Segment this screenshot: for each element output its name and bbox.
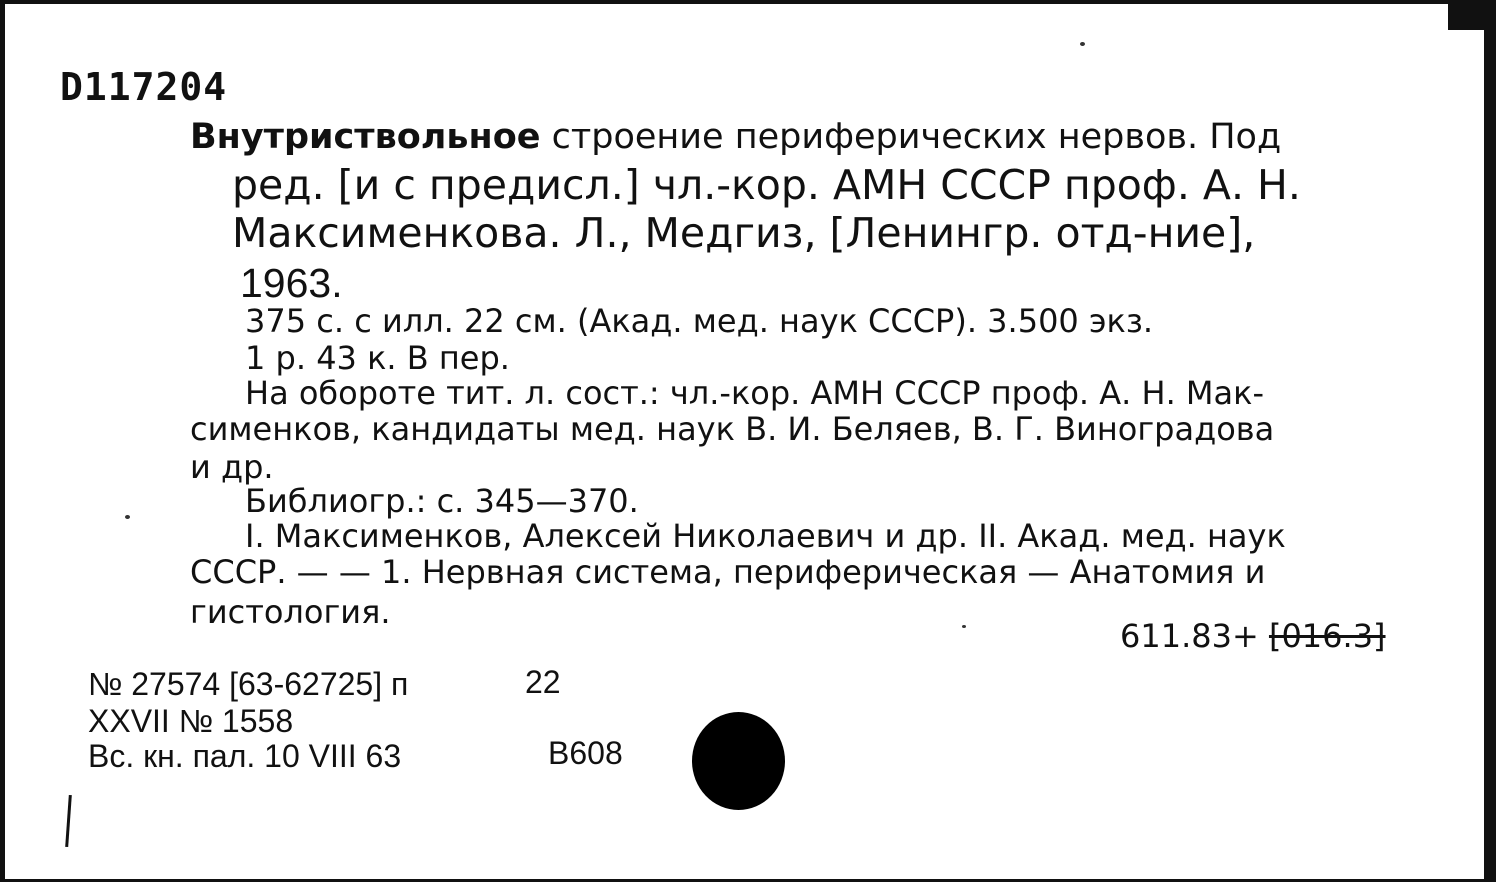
- note-line-2: сименков, кандидаты мед. наук В. И. Беляев, В. Г. Виноградова: [190, 410, 1275, 448]
- classification-main: 611.83+: [1120, 617, 1259, 655]
- speck: [962, 625, 966, 628]
- tracing-line-2: СССР. — — 1. Нервная система, периферическая — Анатомия и: [190, 553, 1266, 591]
- tracing-line-3: гистология.: [190, 593, 391, 631]
- collation-line: 375 с. с илл. 22 см. (Акад. мед. наук СССР). 3.500 экз.: [245, 302, 1154, 340]
- imprint-year: 1963.: [240, 260, 343, 306]
- classification-struck: [016.3]: [1268, 617, 1386, 655]
- pen-mark: [65, 795, 72, 847]
- card-border-top: [0, 0, 1496, 4]
- speck: [125, 515, 130, 519]
- footer-code: В608: [548, 735, 623, 771]
- footer-count: 22: [525, 664, 561, 700]
- tracing-line-1: I. Максименков, Алексей Николаевич и др. II. Акад. мед. наук: [245, 517, 1286, 555]
- note-line-1: На обороте тит. л. сост.: чл.-кор. АМН СССР проф. А. Н. Мак-: [245, 374, 1264, 412]
- punched-hole: [692, 712, 785, 810]
- footer-volume: XXVII № 1558: [88, 703, 294, 739]
- imprint-line-2: ред. [и с предисл.] чл.-кор. АМН СССР проф. А. Н.: [232, 161, 1301, 209]
- title-rest: строение периферических нервов. Под: [540, 117, 1282, 157]
- title-bold: Внутриствольное: [190, 117, 541, 157]
- imprint-line-3: Максименкова. Л., Медгиз, [Ленингр. отд-ние],: [232, 209, 1256, 257]
- classification-number: [1120, 617, 1386, 655]
- footer-record-number: № 27574 [63-62725] п: [88, 666, 409, 702]
- footer-chamber-record: Вс. кн. пал. 10 VIII 63: [88, 738, 402, 774]
- card-corner-mark: [1448, 0, 1496, 30]
- price-line: 1 р. 43 к. В пер.: [245, 339, 510, 377]
- handwritten-call-number: D117204: [60, 65, 228, 109]
- speck: [1080, 42, 1085, 46]
- card-border-right: [1484, 0, 1496, 882]
- bibliography-line: Библиогр.: с. 345—370.: [245, 482, 639, 520]
- title-line: [190, 117, 1282, 157]
- card-border-left: [0, 0, 5, 882]
- note-line-3: и др.: [190, 448, 274, 486]
